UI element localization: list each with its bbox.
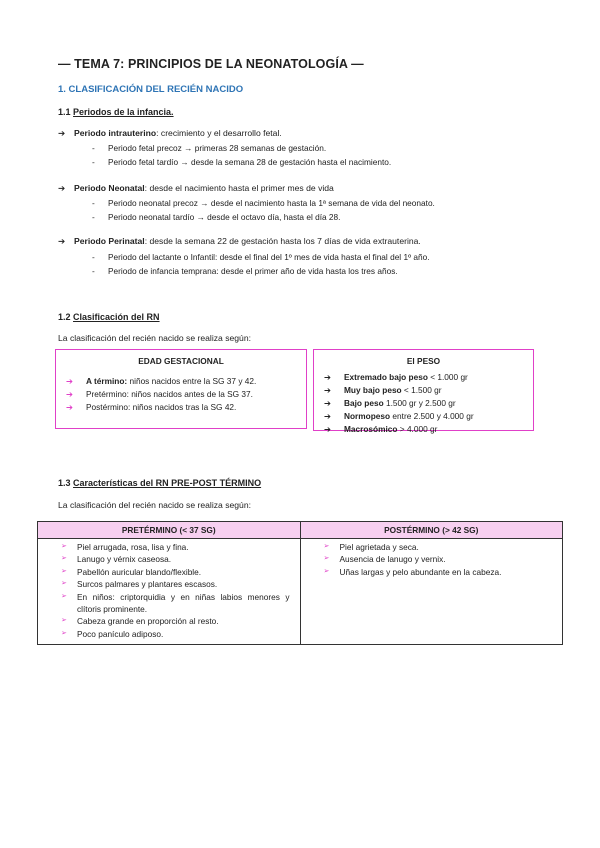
triangle-bullet-icon: ➢: [323, 567, 330, 575]
sub-item: - Periodo del lactante o Infantil: desde el final del 1º mes de vida hasta el final del 1º año.: [92, 252, 430, 262]
list-item: ➢ Pabellón auricular blando/flexible.: [61, 566, 202, 577]
list-item: ➢ Uñas largas y pelo abundante en la cabeza.: [323, 566, 502, 577]
arrow-icon: ➔: [324, 372, 331, 382]
subsection-heading-1-3: 1.3 Características del RN PRE-POST TÉRMINO: [58, 478, 262, 488]
intro-text: La clasificación del recién nacido se realiza según:: [58, 500, 251, 510]
box-title: EDAD GESTACIONAL: [138, 356, 224, 366]
triangle-bullet-icon: ➢: [61, 592, 67, 600]
list-item: ➢ Ausencia de lanugo y vernix.: [323, 554, 446, 565]
triangle-bullet-icon: ➢: [61, 543, 67, 550]
subsection-heading-1-1: 1.1 Periodos de la infancia.: [58, 107, 174, 117]
list-item: ➔ A término: niños nacidos entre la SG 37 y 42.: [66, 376, 257, 386]
arrow-icon: ➔: [324, 424, 331, 434]
list-item: ➔ Pretérmino: niños nacidos antes de la SG 37.: [66, 389, 253, 399]
arrow-icon: ➔: [324, 411, 331, 421]
arrow-icon: ➔: [66, 389, 73, 399]
box-peso: [313, 349, 534, 434]
triangle-bullet-icon: ➢: [61, 567, 67, 575]
triangle-bullet-icon: ➢: [323, 555, 330, 563]
arrow-icon: ➔: [58, 128, 66, 138]
sub-item: - Periodo de infancia temprana: desde el primer año de vida hasta los tres años.: [92, 266, 398, 276]
sub-item: - Periodo neonatal tardío → desde el octavo día, hasta el día 28.: [92, 212, 341, 222]
list-item: ➔ Extremado bajo peso < 1.000 gr: [324, 372, 468, 382]
period-neonatal: ➔ Periodo Neonatal: desde el nacimiento hasta el primer mes de vida: [58, 183, 334, 193]
list-item: ➔ Postérmino: niños nacidos tras la SG 42.: [66, 402, 237, 412]
sub-item: - Periodo fetal precoz → primeras 28 semanas de gestación.: [92, 143, 327, 153]
list-item: ➔ Bajo peso 1.500 gr y 2.500 gr: [324, 398, 456, 408]
sub-item: - Periodo fetal tardío → desde la semana 28 de gestación hasta el nacimiento.: [92, 157, 392, 167]
sub-item: - Periodo neonatal precoz → desde el nacimiento hasta la 1ª semana de vida del neonato.: [92, 198, 435, 208]
triangle-bullet-icon: ➢: [61, 580, 67, 588]
list-item: ➢ En niños: criptorquidia y en niñas labios menores y clítoris prominente.: [61, 591, 290, 615]
list-item: ➢ Surcos palmares y plantares escasos.: [61, 579, 218, 590]
list-item: ➢ Cabeza grande en proporción al resto.: [61, 616, 219, 627]
arrow-icon: ➔: [58, 236, 66, 246]
arrow-icon: ➔: [324, 385, 331, 395]
arrow-icon: ➔: [66, 376, 73, 386]
arrow-icon: ➔: [324, 398, 331, 408]
intro-text: La clasificación del recién nacido se realiza según:: [58, 333, 251, 343]
triangle-bullet-icon: ➢: [61, 617, 67, 625]
list-item: ➢ Lanugo y vérnix caseosa.: [61, 554, 172, 565]
arrow-icon: ➔: [66, 402, 73, 412]
list-item: ➔ Macrosómico > 4.000 gr: [324, 424, 438, 434]
period-intrauterino: ➔ Periodo intrauterino: crecimiento y el desarrollo fetal.: [58, 128, 282, 138]
triangle-bullet-icon: ➢: [61, 555, 67, 563]
table-header-pretermino: PRETÉRMINO (< 37 SG): [38, 522, 301, 539]
list-item: ➢ Poco panículo adiposo.: [61, 628, 164, 639]
section-heading-1: 1. CLASIFICACIÓN DEL RECIÉN NACIDO: [58, 84, 244, 95]
period-perinatal: ➔ Periodo Perinatal: desde la semana 22 de gestación hasta los 7 días de vida extrauterina.: [58, 236, 421, 246]
comparison-table: [37, 521, 563, 645]
arrow-icon: ➔: [58, 183, 66, 193]
list-item: ➢ Piel arrugada, rosa, lisa y fina.: [61, 542, 189, 552]
triangle-bullet-icon: ➢: [323, 543, 330, 550]
list-item: ➢ Piel agrietada y seca.: [323, 542, 419, 552]
table-cell-postermino: [300, 539, 563, 645]
subsection-heading-1-2: 1.2 Clasificación del RN: [58, 312, 160, 322]
list-item: ➔ Muy bajo peso < 1.500 gr: [324, 385, 442, 395]
list-item: ➔ Normopeso entre 2.500 y 4.000 gr: [324, 411, 474, 421]
box-edad-gestacional: [55, 349, 307, 429]
box-title: El PESO: [406, 356, 441, 366]
page-title: — TEMA 7: PRINCIPIOS DE LA NEONATOLOGÍA —: [58, 57, 364, 71]
table-header-postermino: POSTÉRMINO (> 42 SG): [300, 522, 563, 539]
triangle-bullet-icon: ➢: [61, 629, 67, 637]
table-cell-pretermino: [38, 539, 301, 645]
